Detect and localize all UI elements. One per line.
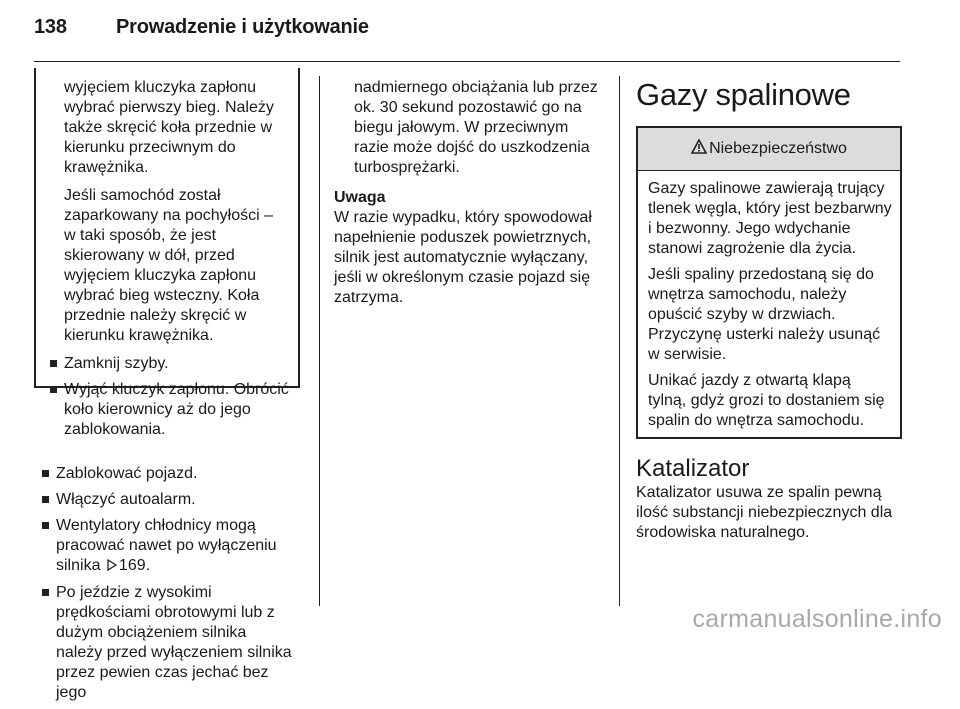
- section-heading: Gazy spalinowe: [636, 77, 851, 112]
- box-list: [34, 354, 296, 440]
- bullet-icon: [42, 522, 49, 529]
- warning-header: [638, 128, 900, 171]
- page-number: 138: [34, 16, 67, 38]
- page-reference-icon: [107, 557, 117, 577]
- warning-box: [636, 126, 902, 439]
- column-1: [34, 78, 304, 709]
- warning-paragraph: Gazy spalinowe zawierają trujący tlenek węgla, który jest bezbarwny i bezwonny. Jego wdychanie stanowi zagrożenie dla życia.: [648, 180, 892, 257]
- bullet-icon: [50, 386, 57, 393]
- list-item: Włączyć autoalarm.: [34, 490, 296, 510]
- column-2: [334, 78, 604, 308]
- list-item: Zablokować pojazd.: [34, 464, 296, 484]
- note-text: W razie wypadku, który spowodował napełnienie poduszek powietrznych, silnik jest automatycznie wyłączany, jeśli w określonym czasie pojazd się zatrzyma.: [334, 209, 592, 306]
- bullet-icon: [50, 360, 57, 367]
- continued-paragraph: nadmiernego obciążania lub przez ok. 30 sekund pozostawić go na biegu jałowym. W przeciwnym razie może dojść do uszkodzenia turbosprężarki.: [354, 79, 598, 176]
- note-heading: Uwaga: [334, 189, 386, 206]
- header-rule: [34, 61, 900, 62]
- list-item: Po jeździe z wysokimi prędkościami obrotowymi lub z dużym obciążeniem silnika należy przed wyłączeniem silnika przez pewien czas jechać bez jego: [34, 583, 296, 703]
- bullet-icon: [42, 496, 49, 503]
- column-divider-1: [319, 76, 320, 606]
- page-reference[interactable]: 169.: [118, 557, 151, 574]
- warning-title: Niebezpieczeństwo: [709, 140, 847, 157]
- column-3: [636, 78, 902, 543]
- bullet-icon: [42, 470, 49, 477]
- page-title: Prowadzenie i użytkowanie: [116, 16, 369, 38]
- warning-triangle-icon: [691, 139, 707, 160]
- box-paragraph-1: wyjęciem kluczyka zapłonu wybrać pierwszy bieg. Należy także skręcić koła przednie w kierunku przeciwnym do krawężnika.: [64, 79, 274, 176]
- page-header: [34, 16, 369, 46]
- warning-paragraph: Jeśli spaliny przedostaną się do wnętrza samochodu, należy opuścić szyby w drzwiach. Przyczynę usterki należy usunąć w serwisie.: [648, 266, 881, 363]
- list-item: Zamknij szyby.: [42, 354, 290, 374]
- watermark: carmanualsonline.info: [692, 605, 942, 633]
- list-item: Wentylatory chłodnicy mogą pracować nawet po wyłączeniu silnika 169.: [34, 516, 296, 577]
- procedure-list: [34, 464, 296, 703]
- warning-paragraph: Unikać jazdy z otwartą klapą tylną, gdyż grozi to dostaniem się spalin do wnętrza samochodu.: [648, 372, 885, 429]
- bullet-icon: [42, 589, 49, 596]
- box-paragraph-2: Jeśli samochód został zaparkowany na pochyłości – w taki sposób, że jest skierowany w dół, przed wyjęciem kluczyka zapłonu wybrać bieg wsteczny. Koła przednie należy skręcić w kierunku krawężnika.: [64, 187, 274, 344]
- column-divider-2: [619, 76, 620, 606]
- subsection-text: Katalizator usuwa ze spalin pewną ilość substancji niebezpiecznych dla środowiska naturalnego.: [636, 484, 893, 541]
- list-item: Wyjąć kluczyk zapłonu. Obrócić koło kierownicy aż do jego zablokowania.: [42, 380, 290, 440]
- warning-body: [638, 171, 900, 437]
- subsection-heading: Katalizator: [636, 455, 750, 482]
